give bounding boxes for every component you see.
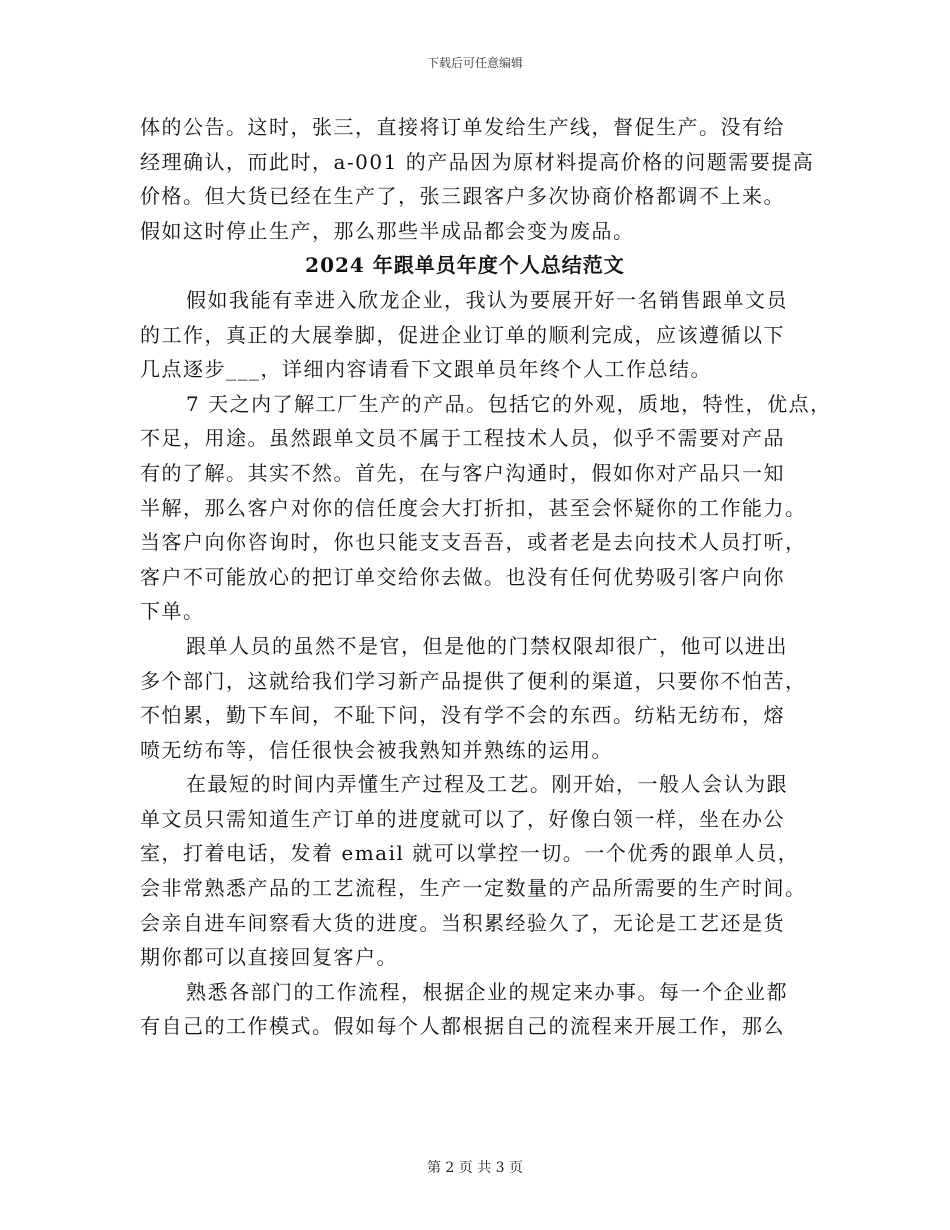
document-body bbox=[140, 110, 830, 1044]
paragraph-line: 几点逐步___，详细内容请看下文跟单员年终个人工作总结。 bbox=[140, 357, 712, 382]
page-header: 下载后可任意编辑 bbox=[426, 56, 523, 70]
paragraph-line: 会非常熟悉产品的工艺流程，生产一定数量的产品所需要的生产时间。 bbox=[140, 876, 807, 901]
paragraph-5 bbox=[140, 975, 830, 1044]
paragraph-line: 室，打着电话，发着 email 就可以掌控一切。一个优秀的跟单人员， bbox=[140, 841, 800, 866]
paragraph-line: 不怕累，勤下车间，不耻下问，没有学不会的东西。纺粘无纺布，熔 bbox=[140, 703, 785, 728]
intro-line: 经理确认，而此时，a-001 的产品因为原材料提高价格的问题需要提高 bbox=[140, 149, 815, 174]
paragraph-2 bbox=[140, 387, 830, 629]
paragraph-line: 单文员只需知道生产订单的进度就可以了，好像白领一样，坐在办公 bbox=[140, 806, 785, 831]
paragraph-line: 下单。 bbox=[140, 599, 205, 624]
paragraph-line: 的工作，真正的大展拳脚，促进企业订单的顺利完成，应该遵循以下 bbox=[140, 322, 785, 347]
paragraph-line: 期你都可以直接回复客户。 bbox=[140, 945, 398, 970]
paragraph-line: 客户不可能放心的把订单交给你去做。也没有任何优势吸引客户向你 bbox=[140, 564, 785, 589]
document-title: 2024 年跟单员年度个人总结范文 bbox=[305, 253, 625, 278]
paragraph-line: 在最短的时间内弄懂生产过程及工艺。刚开始，一般人会认为跟 bbox=[186, 772, 788, 797]
paragraph-line: 喷无纺布等，信任很快会被我熟知并熟练的运用。 bbox=[140, 737, 613, 762]
intro-line: 假如这时停止生产，那么那些半成品都会变为废品。 bbox=[140, 218, 635, 243]
paragraph-line: 跟单人员的虽然不是官，但是他的门禁权限却很广，他可以进出 bbox=[186, 633, 788, 658]
paragraph-4 bbox=[140, 767, 830, 975]
intro-line: 体的公告。这时，张三，直接将订单发给生产线，督促生产。没有给 bbox=[140, 115, 785, 139]
paragraph-line: 半解，那么客户对你的信任度会大打折扣，甚至会怀疑你的工作能力。 bbox=[140, 495, 807, 520]
paragraph-line: 多个部门，这就给我们学习新产品提供了便利的渠道，只要你不怕苦， bbox=[140, 668, 807, 693]
paragraph-3 bbox=[140, 629, 830, 767]
paragraph-line: 会亲自进车间察看大货的进度。当积累经验久了，无论是工艺还是货 bbox=[140, 910, 785, 935]
intro-line: 价格。但大货已经在生产了，张三跟客户多次协商价格都调不上来。 bbox=[140, 184, 785, 209]
paragraph-line: 假如我能有幸进入欣龙企业，我认为要展开好一名销售跟单文员 bbox=[186, 287, 788, 312]
paragraph-line: 有的了解。其实不然。首先，在与客户沟通时，假如你对产品只一知 bbox=[140, 460, 785, 485]
paragraph-line: 有自己的工作模式。假如每个人都根据自己的流程来开展工作，那么 bbox=[140, 1014, 785, 1039]
paragraph-line: 熟悉各部门的工作流程，根据企业的规定来办事。每一个企业都 bbox=[186, 979, 788, 1004]
paragraph-1 bbox=[140, 283, 830, 387]
paragraph-line: 当客户向你咨询时，你也只能支支吾吾，或者老是去向技术人员打听， bbox=[140, 530, 807, 555]
paragraph-line: 7 天之内了解工厂生产的产品。包括它的外观，质地，特性，优点， bbox=[186, 391, 832, 416]
page-footer: 第 2 页 共 3 页 bbox=[426, 1160, 524, 1176]
paragraph-line: 不足，用途。虽然跟单文员不属于工程技术人员，似乎不需要对产品 bbox=[140, 426, 785, 451]
